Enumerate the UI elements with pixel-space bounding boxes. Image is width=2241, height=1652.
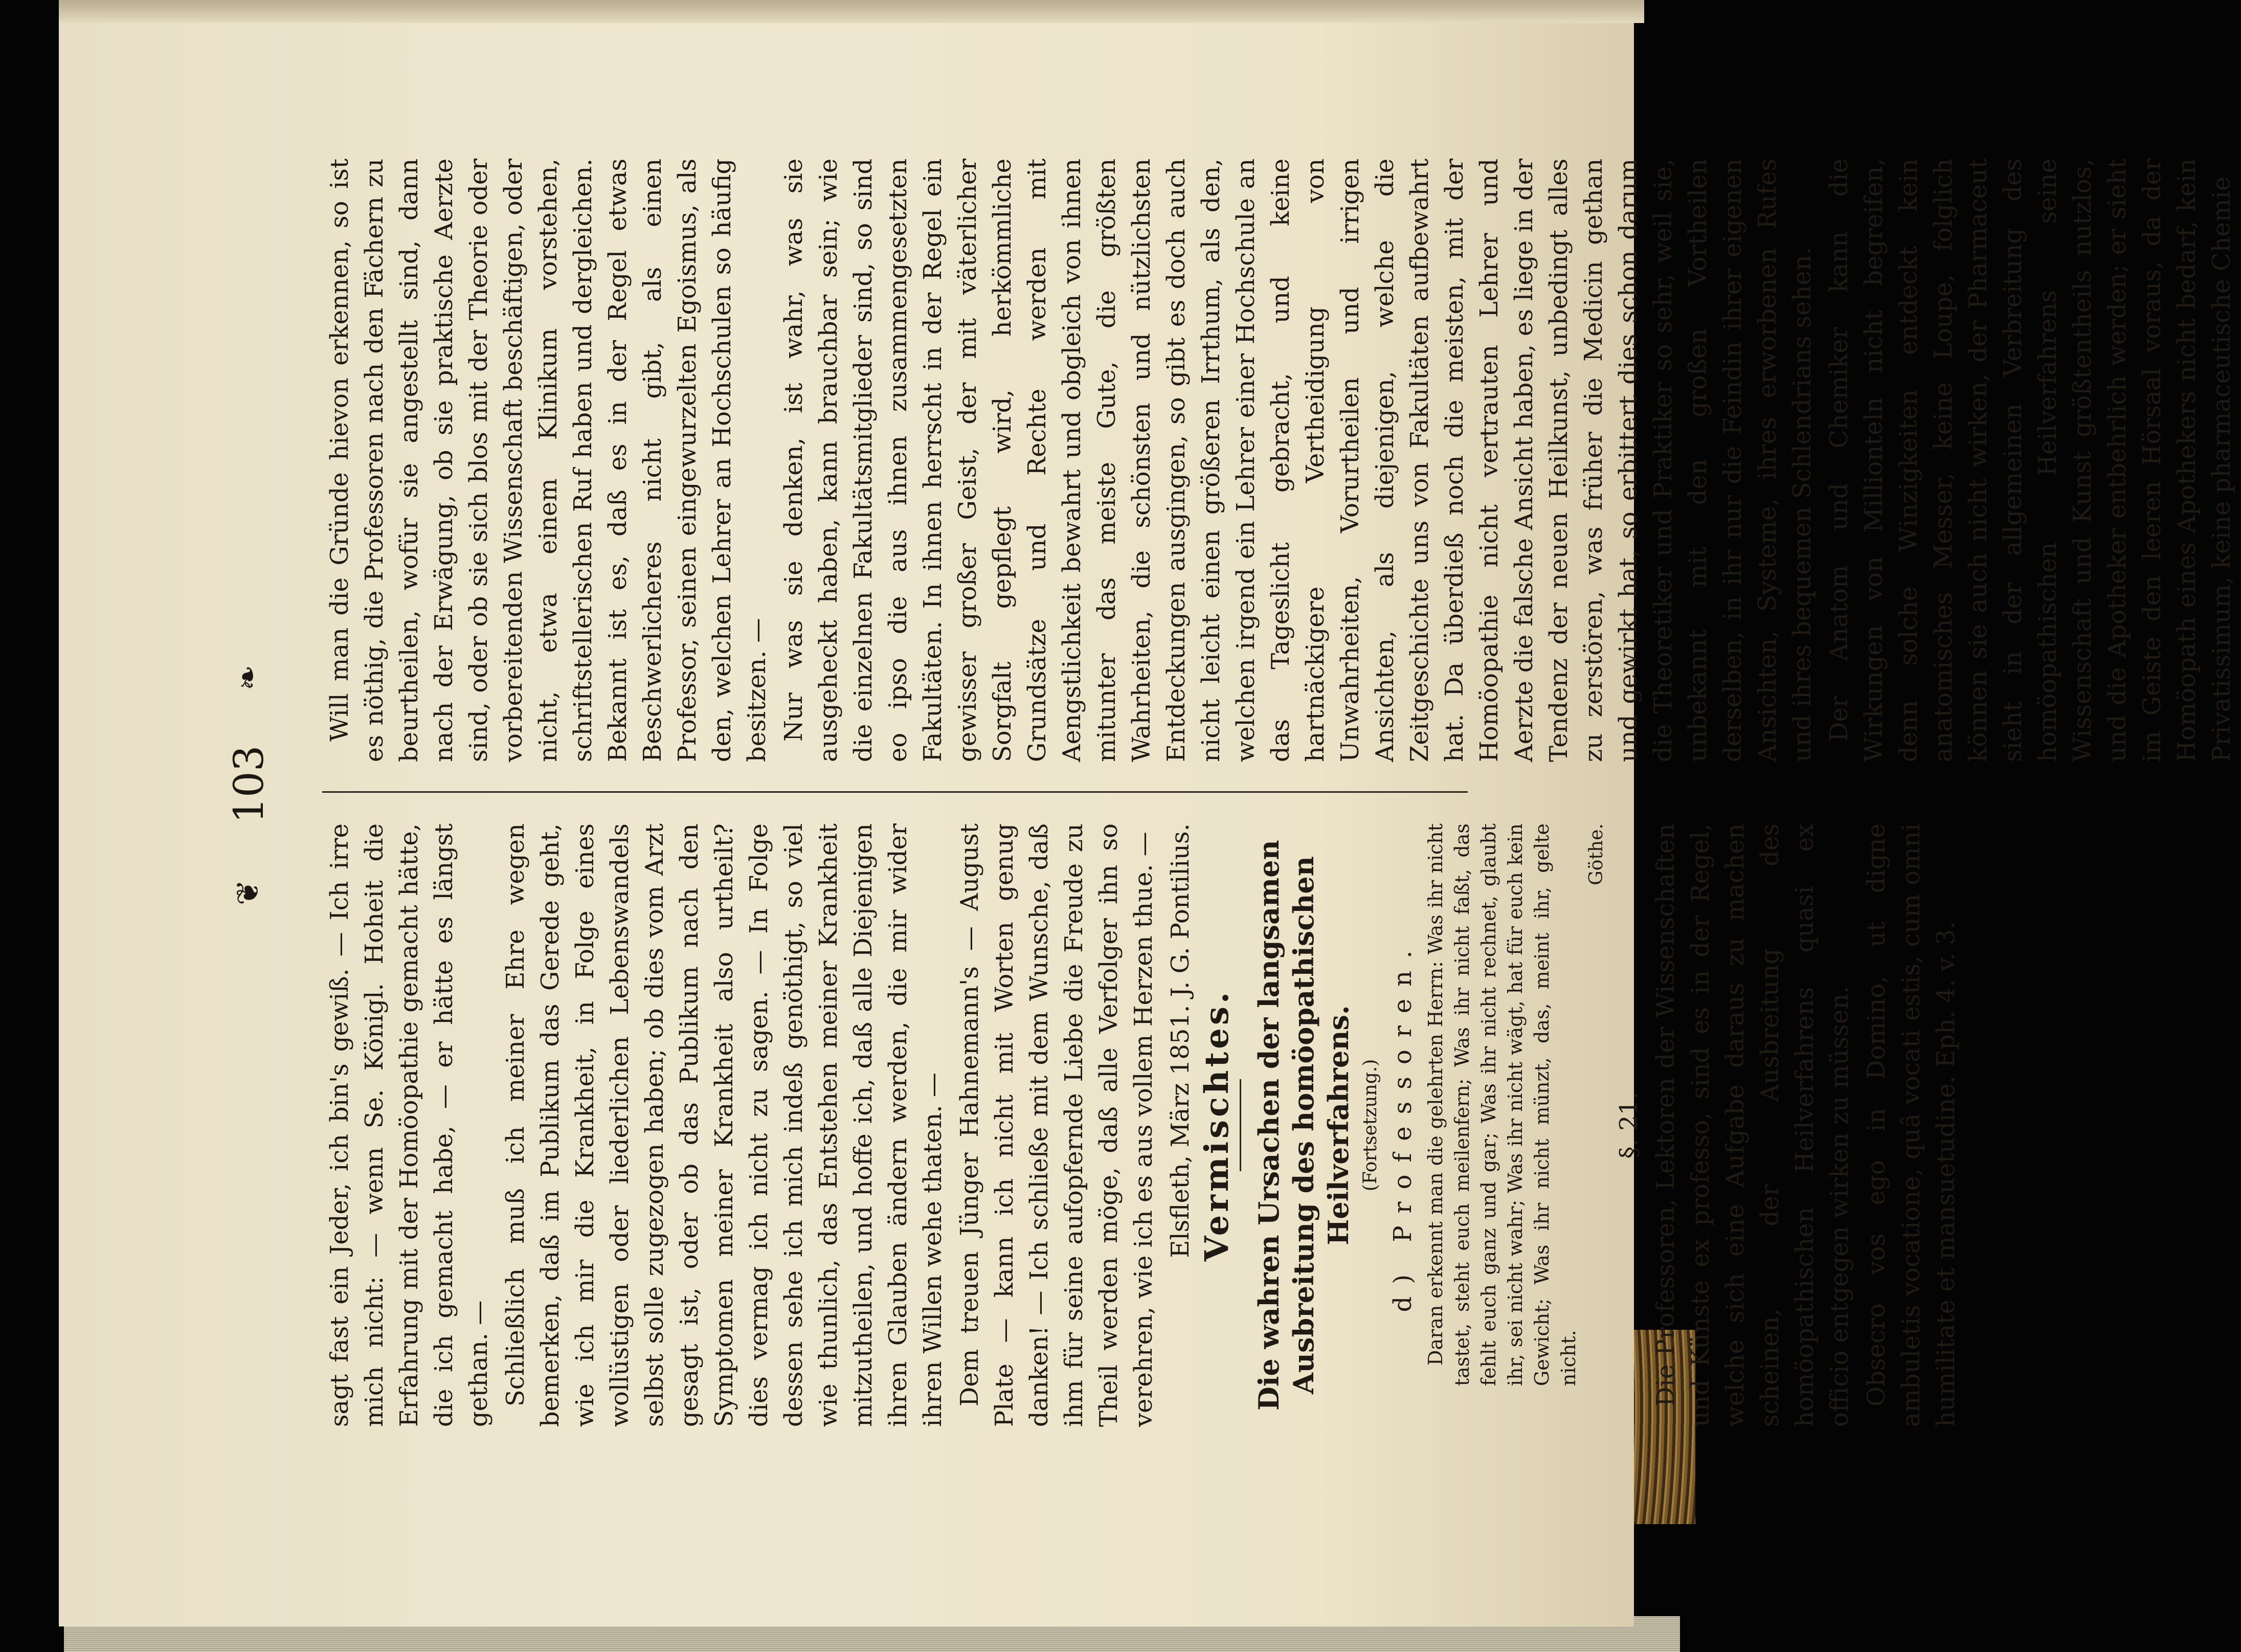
divider-rule	[1240, 1079, 1241, 1171]
article-title: Die wahren Ursachen der langsamen Ausbreitung des homöopathischen Heilverfahrens.	[1252, 840, 1355, 1411]
paragraph: Will man die Gründe hievon erkennen, so ist es nöthig, die Professoren nach den Fächern zu beurtheilen, wofür sie angestellt sind, dann nach der Erwägung, ob sie praktische Aerzte sind, oder ob sie sich blos mit der Theorie oder vorbereitenden Wissenschaft beschäftigen, oder nicht, etwa einem Klinikum vorstehen, schriftstellerischen Ruf haben und dergleichen. Bekannt ist es, daß es in der Regel etwas Beschwerlicheres nicht gibt, als einen Professor, seinen eingewurzelten Egoismus, als den, welchen Lehrer an Hochschulen so häufig besitzen. —	[325, 159, 771, 762]
quote-author: Göthe.	[1586, 823, 1607, 885]
page-number: 103	[225, 745, 273, 823]
verse-quote: Daran erkennt man die gelehrten Herrn: Was ihr nicht tastet, steht euch meilenfern; Was ihr nicht faßt, das fehlt euch ganz und gar; Was ihr nicht rechnet, glaubt ihr, sei nicht wahr; Was ihr nicht wägt, hat für euch kein Gewicht; Was ihr nicht münzt, das, meint ihr, gelte nicht.	[1424, 823, 1580, 1386]
paragraph: Obsecro vos ego in Domino, ut digne ambuletis vocatione, quâ vocati estis, cum omni humilitate et mansuetudine. Eph. 4. v. 3.	[1862, 823, 1960, 1427]
paragraph: Schließlich muß ich meiner Ehre wegen bemerken, daß im Publikum das Gerede geht, wie ich mir die Krankheit, in Folge eines wollüstigen oder liederlichen Lebenswandels selbst solle zugezogen haben; ob dies vom Arzt gesagt ist, oder ob das Publikum nach den Symptomen meiner Krankheit also urtheilt? dies vermag ich nicht zu sagen. — In Folge dessen sehe ich mich indeß genöthigt, so viel wie thunlich, das Entstehen meiner Krankheit mitzutheilen, und hoffe ich, daß alle Diejenigen ihren Glauben ändern werden, die mir wider ihren Willen wehe thaten. —	[501, 823, 947, 1427]
continuation-note: (Fortsetzung.)	[1360, 1059, 1381, 1192]
paragraph: Dem treuen Jünger Hahnemann's — August Plate — kann ich nicht mit Worten genug danken! — Ich schließe mit dem Wunsche, daß ihm für seine aufopfernde Liebe die Freude zu Theil werden möge, daß alle Verfolger ihn so verehren, wie ich es aus vollem Herzen thue. —	[955, 823, 1158, 1427]
signature: Elsfleth, März 1851. J. G. Pontilius.	[1166, 823, 1195, 1258]
paragraph: sagt fast ein Jeder, ich bin's gewiß. — Ich irre mich nicht: — wenn Se. Königl. Hoheit die Erfahrung mit der Homöopathie gemacht hätte, die ich gemacht habe, — er hätte es längst gethan. —	[325, 823, 493, 1427]
left-column	[322, 823, 1965, 1427]
page-gutter	[59, 0, 1644, 23]
paragraph: Nur was sie denken, ist wahr, was sie ausgeheckt haben, kann brauchbar sein; wie die einzelnen Fakultätsmitglieder sind, so sind eo ipso die aus ihnen zusammengesetzten Fakultäten. In ihnen herrscht in der Regel ein gewisser großer Geist, der mit väterlicher Sorgfalt gepflegt wird, herkömmliche Grundsätze und Rechte werden mit Aengstlichkeit bewahrt und obgleich von ihnen mitunter das meiste Gute, die größten Wahrheiten, die schönsten und nützlichsten Entdeckungen ausgingen, so gibt es doch auch nicht leicht einen größeren Irrthum, als den, welchen irgend ein Lehrer einer Hochschule an das Tageslicht gebracht, und keine hartnäckigere Vertheidigung von Unwahrheiten, Vorurtheilen und irrigen Ansichten, als diejenigen, welche die Zeitgeschichte uns von Fakultäten aufbewahrt hat. Da überdieß noch die meisten, mit der Homöopathie nicht vertrauten Lehrer und Aerzte die falsche Ansicht haben, es liege in der Tendenz der neuen Heilkunst, unbedingt alles zu zerstören, was früher die Medicin gethan und gewirkt hat, so erbittert dies schon darum die Theoretiker und Praktiker so sehr, weil sie, unbekannt mit den großen Vortheilen derselben, in ihr nur die Feindin ihrer eigenen Ansichten, Systeme, ihres erworbenen Rufes und ihres bequemen Schlendrians sehen.	[779, 159, 1817, 762]
column-divider	[322, 791, 1468, 793]
sub-heading: d) Professoren.	[1388, 938, 1417, 1312]
paragraph: Der Anatom und Chemiker kann die Wirkungen von Millionteln nicht begreifen, denn solche Winzigkeiten entdeckt kein anatomisches Messer, keine Loupe, folglich können sie auch nicht wirken, der Pharmaceut sieht in der allgemeinen Verbreitung des homöopathischen Heilverfahrens seine Wissenschaft und Kunst größtentheils nutzlos, und die Apotheker entbehrlich werden; er sieht im Geiste den leeren Hörsaal voraus, da der Homöopath eines Apothekers nicht bedarf, kein Privatissimum, keine pharmaceutische Chemie	[1825, 159, 2236, 762]
right-column	[322, 159, 2241, 762]
rotated-page-content	[220, 128, 2236, 1427]
paragraph: Die Professoren, Lektoren der Wissenschaften und Künste ex professo, sind es in der Regel, welche sich eine Aufgabe daraus zu machen scheinen, der Ausbreitung des homöopathischen Heilverfahrens quasi ex officio entgegen wirken zu müssen.	[1651, 823, 1854, 1427]
paragraph-number: §. 21.	[1615, 1091, 1643, 1159]
page-header	[220, 128, 286, 1427]
section-title: Vermischtes.	[1198, 989, 1236, 1262]
ornament-right-icon: ❧	[230, 664, 266, 691]
ornament-left-icon: ❦	[230, 879, 266, 906]
